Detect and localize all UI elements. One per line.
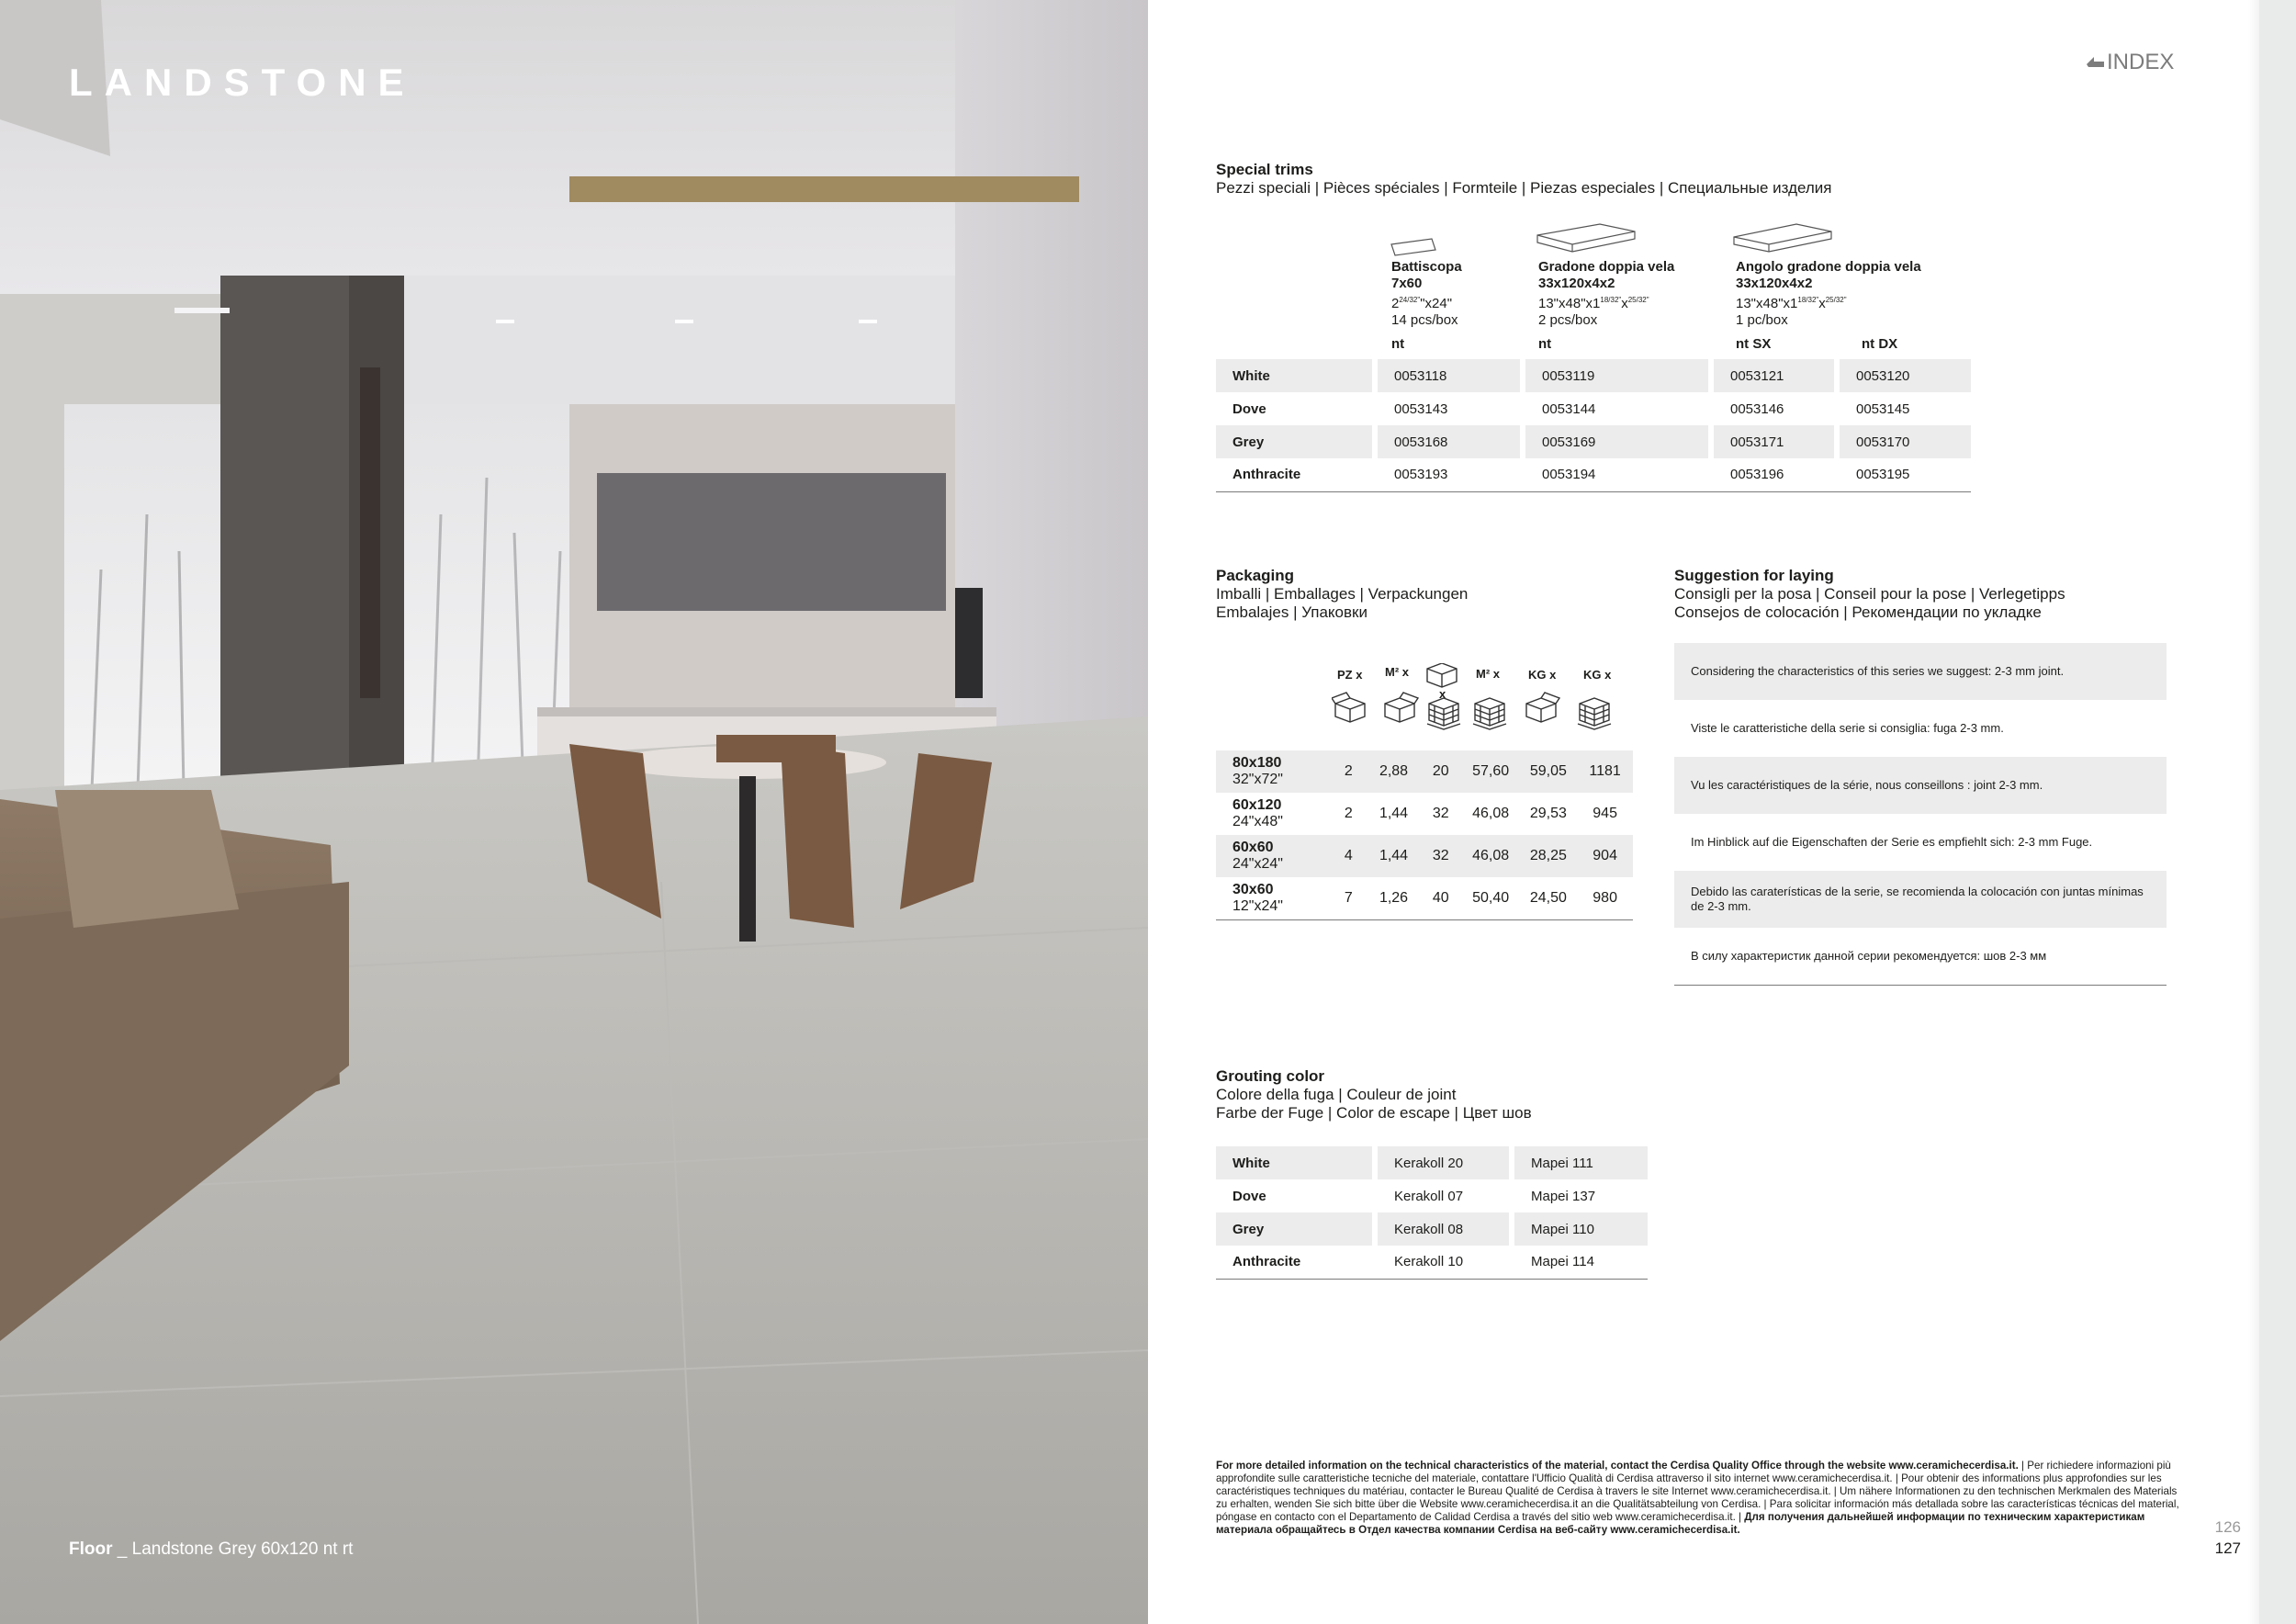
brand-title: LANDSTONE	[69, 61, 416, 104]
laying-item-de: Im Hinblick auf die Eigenschaften der Serie es empfiehlt sich: 2-3 mm Fuge.	[1691, 835, 2093, 849]
trims-table	[1216, 359, 1971, 492]
trim-inch	[1736, 292, 1975, 312]
table-row	[1216, 750, 1633, 793]
trim-inch-main: 13"x48"x1	[1538, 296, 1601, 311]
cell-kg-pallet: 1181	[1577, 750, 1633, 793]
cell-m2: 2,88	[1367, 750, 1419, 793]
trim-inch-frac: 18/32"	[1797, 296, 1819, 304]
table-row	[1216, 835, 1633, 877]
size-cell	[1216, 793, 1329, 835]
cell-m2-pallet: 50,40	[1462, 877, 1520, 919]
trim-name: Battiscopa	[1391, 259, 1462, 275]
cell-kg-pallet: 980	[1577, 877, 1633, 919]
grouting-table	[1216, 1146, 1648, 1280]
trim-inch	[1538, 292, 1674, 312]
trims-title: Special trims	[1216, 161, 1313, 178]
cell-m2: 1,44	[1367, 835, 1419, 877]
caption-text: _ Landstone Grey 60x120 nt rt	[112, 1539, 354, 1559]
row-color: Anthracite	[1216, 1246, 1372, 1279]
table-row	[1216, 425, 1971, 458]
row-color: Grey	[1216, 1212, 1372, 1246]
caption-bold: Floor	[69, 1539, 113, 1559]
trim-pack: 14 pcs/box	[1391, 312, 1458, 328]
pallet-icon	[1473, 698, 1506, 729]
cell-code: 0053170	[1840, 425, 1971, 458]
grouting-title: Grouting color	[1216, 1067, 1325, 1085]
corner-step-trim-icon	[1732, 222, 1835, 257]
packaging-title: Packaging	[1216, 567, 1295, 584]
table-row	[1216, 793, 1633, 835]
cell-kg-pallet: 904	[1577, 835, 1633, 877]
laying-heading	[1674, 567, 2065, 622]
cell-code: 0053171	[1714, 425, 1834, 458]
size-cm: 60x60	[1232, 840, 1274, 855]
trim-finish-code: nt	[1538, 336, 1552, 352]
cell-boxes: 20	[1420, 750, 1462, 793]
size-cm: 30x60	[1232, 881, 1274, 897]
cell-code: 0053193	[1378, 458, 1520, 491]
trim-size: 33x120x4x2	[1736, 276, 1813, 291]
table-row	[1216, 1179, 1648, 1212]
size-cell	[1216, 750, 1329, 793]
trim-inch-frac: 24/32"	[1399, 296, 1421, 304]
size-inch: 24"x48"	[1232, 814, 1283, 829]
grouting-subtitle-1: Colore della fuga | Couleur de joint	[1216, 1086, 1457, 1103]
step-trim-icon	[1536, 222, 1638, 257]
cell-pz: 4	[1329, 835, 1367, 877]
grouting-heading	[1216, 1067, 1532, 1122]
footer-note	[1216, 1460, 2182, 1537]
trim-inch-rest: x	[1818, 296, 1826, 311]
size-inch: 24"x24"	[1232, 856, 1283, 872]
trim-inch-rest: "x24"	[1420, 296, 1453, 311]
trim-inch-frac2: 25/32"	[1825, 296, 1847, 304]
trim-corner-step	[1736, 259, 1975, 353]
page-edge	[2259, 0, 2296, 1624]
cell-m2: 1,26	[1367, 877, 1419, 919]
cell-code: 0053120	[1840, 359, 1971, 392]
table-row	[1216, 392, 1971, 425]
trim-inch-frac: 18/32"	[1600, 296, 1622, 304]
trim-inch	[1391, 292, 1462, 312]
size-cell	[1216, 877, 1329, 919]
cell-m2-pallet: 46,08	[1462, 835, 1520, 877]
trim-inch-main: 2	[1391, 296, 1400, 311]
row-color: Dove	[1232, 400, 1266, 417]
row-color: Grey	[1216, 425, 1372, 458]
cell-kerakoll: Kerakoll 10	[1378, 1246, 1509, 1279]
cell-code: 0053146	[1730, 400, 1784, 417]
row-color: White	[1216, 1146, 1372, 1179]
cell-code: 0053196	[1714, 458, 1834, 491]
cell-code: 0053194	[1525, 458, 1708, 491]
grouting-subtitle-2: Farbe der Fuge | Color de escape | Цвет шов	[1216, 1104, 1532, 1122]
laying-subtitle-1: Consigli per la posa | Conseil pour la pose | Verlegetipps	[1674, 585, 2065, 603]
cell-kerakoll: Kerakoll 20	[1378, 1146, 1509, 1179]
laying-item-fr: Vu les caractéristiques de la série, nous conseillons : joint 2-3 mm.	[1674, 757, 2167, 814]
cell-mapei: Mapei 111	[1514, 1146, 1648, 1179]
trims-subtitle: Pezzi speciali | Pièces spéciales | Formteile | Piezas especiales | Специальные изделия	[1216, 179, 1832, 197]
trim-finish-code: nt	[1391, 336, 1405, 352]
laying-item-ru: В силу характеристик данной серии рекомендуется: шов 2-3 мм	[1691, 949, 2047, 963]
table-row	[1216, 877, 1633, 919]
divider	[1674, 985, 2167, 986]
cell-kerakoll: Kerakoll 07	[1394, 1188, 1464, 1204]
header-kg: KG x	[1528, 668, 1557, 682]
row-color: Dove	[1232, 1188, 1266, 1204]
cell-kg: 24,50	[1520, 877, 1578, 919]
laying-item-es: Debido las caraterísticas de la serie, se recomienda la colocación con juntas mínimas de 2-3 mm.	[1674, 871, 2167, 928]
cell-m2-pallet: 46,08	[1472, 806, 1510, 821]
size-cell	[1216, 835, 1329, 877]
header-pz: PZ x	[1337, 668, 1363, 682]
trim-inch-main: 13"x48"x1	[1736, 296, 1798, 311]
trim-skirting	[1391, 259, 1462, 353]
laying-item-it: Viste le caratteristiche della serie si consiglia: fuga 2-3 mm.	[1691, 721, 2004, 735]
cell-code: 0053195	[1840, 458, 1971, 491]
header-m2: M² x	[1385, 665, 1409, 679]
cell-m2-pallet: 57,60	[1462, 750, 1520, 793]
packaging-icons	[1332, 663, 1635, 731]
trim-finish-code-dx: nt DX	[1862, 336, 1898, 352]
trim-step	[1538, 259, 1674, 353]
page-number-left: 126	[2214, 1518, 2241, 1536]
trim-pack: 2 pcs/box	[1538, 312, 1598, 328]
laying-item-en: Considering the characteristics of this series we suggest: 2-3 mm joint.	[1674, 643, 2167, 700]
trim-finish-codes	[1736, 336, 1975, 353]
cell-pz: 7	[1329, 877, 1367, 919]
cell-boxes: 32	[1420, 835, 1462, 877]
trim-size: 33x120x4x2	[1538, 276, 1615, 291]
header-x: x	[1439, 687, 1446, 701]
pallet-icon	[1427, 698, 1460, 729]
laying-list	[1674, 643, 2167, 986]
trim-name: Gradone doppia vela	[1538, 259, 1675, 275]
cell-mapei: Mapei 110	[1514, 1212, 1648, 1246]
footer-bold-en: For more detailed information on the technical characteristics of the material, contact the Cerdisa Quality Office through the website www.ceramichecerdisa.it.	[1216, 1460, 2019, 1472]
table-row	[1216, 359, 1971, 392]
trim-size: 7x60	[1391, 276, 1423, 291]
cell-mapei: Mapei 137	[1531, 1188, 1596, 1204]
trims-heading	[1216, 161, 1832, 197]
trim-inch-rest: x	[1621, 296, 1628, 311]
laying-subtitle-2: Consejos de colocación | Рекомендации по укладке	[1674, 603, 2042, 621]
size-cm: 80x180	[1232, 755, 1282, 771]
size-inch: 32"x72"	[1232, 772, 1283, 787]
trim-name: Angolo gradone doppia vela	[1736, 259, 1921, 275]
box-icon	[1427, 663, 1457, 687]
cell-code: 0053145	[1856, 400, 1910, 417]
box-icon	[1385, 693, 1418, 722]
packaging-subtitle-2: Embalajes | Упаковки	[1216, 603, 1367, 621]
packaging-subtitle-1: Imballi | Emballages | Verpackungen	[1216, 585, 1469, 603]
table-row	[1216, 1146, 1648, 1179]
trim-finish-code-sx: nt SX	[1736, 336, 1772, 352]
index-label: INDEX	[2107, 50, 2175, 74]
table-row	[1216, 1246, 1648, 1279]
arrow-up-icon	[2085, 53, 2105, 72]
page-edge-shadow	[2248, 0, 2259, 1624]
cell-code: 0053119	[1525, 359, 1708, 392]
cell-kg: 29,53	[1529, 806, 1567, 821]
row-color: Anthracite	[1216, 458, 1372, 491]
table-row	[1216, 458, 1971, 491]
cell-kg-pallet: 945	[1593, 806, 1617, 821]
trim-inch-frac2: 25/32"	[1627, 296, 1649, 304]
footer-text: | Per richiedere informazioni più approfondite sulle caratteristiche tecniche del materiale, contattare l'Ufficio Qualità di Cerdisa attraverso il sito internet www.ceramichecerdisa.it. | Pour obtenir des informations plus approfondies sur les caractéristiques techniques du matériau, contacter le Bureau Qualité de Cerdisa à travers le site Internet www.ceramichecerdisa.it. | Um nähere Informationen zu den technischen Merkmalen des Materials zu erhalten, wenden Sie sich bitte über die Website www.ceramichecerdisa.it an die Qualitätsabteilung von Cerdisa. | Para solicitar información más detallada sobre las características técnicas del material, póngase en contacto con el Departamento de Calidad Cerdisa a través del sitio web www.ceramichecerdisa.it. |	[1216, 1460, 2179, 1523]
cell-code: 0053143	[1394, 400, 1448, 417]
page-number-right: 127	[2214, 1539, 2241, 1557]
photo-caption	[69, 1539, 353, 1560]
row-color: White	[1216, 359, 1372, 392]
cell-code: 0053121	[1714, 359, 1834, 392]
size-inch: 12"x24"	[1232, 897, 1283, 914]
size-cm: 60x120	[1232, 797, 1282, 813]
packaging-table	[1216, 750, 1633, 920]
pallet-icon	[1578, 698, 1611, 729]
cell-kg: 28,25	[1520, 835, 1578, 877]
laying-title: Suggestion for laying	[1674, 567, 1834, 584]
cell-boxes: 40	[1420, 877, 1462, 919]
packaging-heading	[1216, 567, 1468, 622]
header-m2-pallet: M² x	[1476, 667, 1500, 681]
footer-bold-ru: Для получения дальнейшей информации по техническим характеристикам материала обращайтесь в Отдел качества компании Cerdisa на веб-сайту www.ceramichecerdisa.it.	[1216, 1511, 2145, 1536]
header-kg-pallet: KG x	[1583, 668, 1612, 682]
box-icon	[1332, 693, 1365, 722]
cell-pz: 2	[1329, 750, 1367, 793]
cell-boxes: 32	[1432, 806, 1449, 821]
cell-m2: 1,44	[1379, 806, 1409, 821]
box-icon	[1526, 693, 1559, 722]
cell-code: 0053118	[1378, 359, 1520, 392]
table-row	[1216, 1212, 1648, 1246]
cell-code: 0053169	[1525, 425, 1708, 458]
index-link[interactable]	[2085, 50, 2174, 75]
cell-pz: 2	[1344, 806, 1353, 821]
cell-kerakoll: Kerakoll 08	[1378, 1212, 1509, 1246]
cell-kg: 59,05	[1520, 750, 1578, 793]
cell-mapei: Mapei 114	[1514, 1246, 1648, 1279]
trim-pack: 1 pc/box	[1736, 312, 1788, 328]
cell-code: 0053168	[1378, 425, 1520, 458]
skirting-trim-icon	[1390, 237, 1437, 257]
cell-code: 0053144	[1542, 400, 1596, 417]
